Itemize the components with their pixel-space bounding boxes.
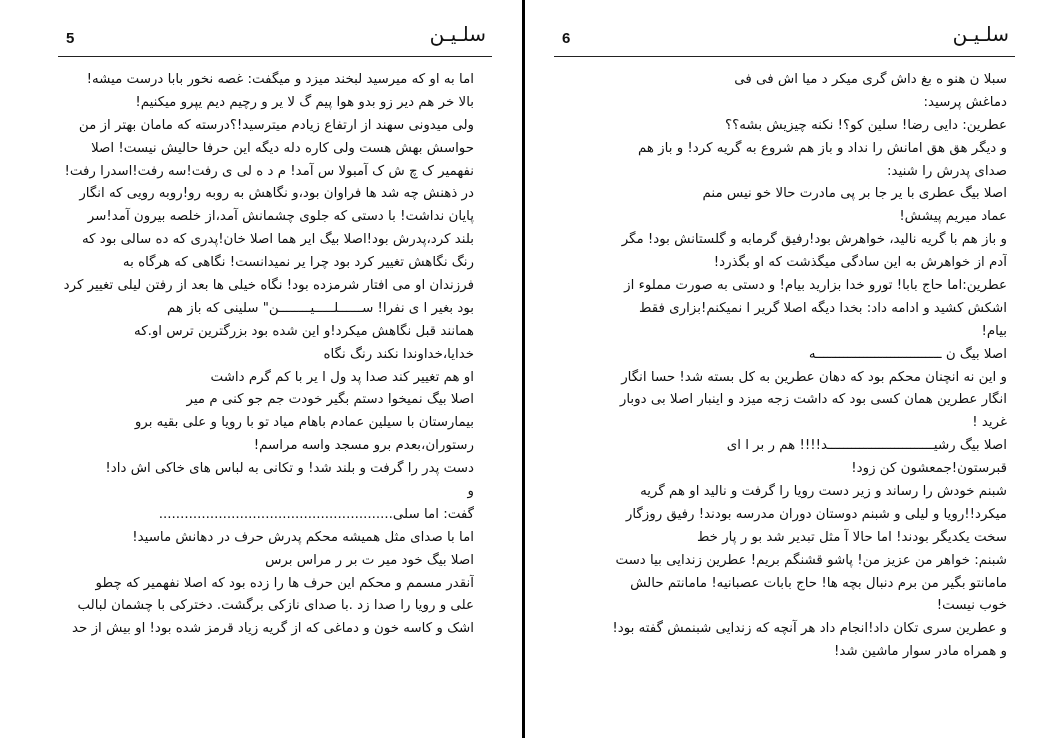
page-body-text [551,69,1007,664]
text-line: و باز هم با گریه نالید، خواهرش بود!رفیق گرمابه و گلستانش بود! مگر [621,232,1007,248]
text-line: شبنم خودش را رساند و زیر دست رویا را گرفت و نالید او هم گریه [640,484,1007,500]
text-line: نفهمیر ک چ ش ک آمبولا س آمد! م د ه لی ی رفت!سه رفت!اسدرا رفت! [64,163,474,179]
text-line: و این نه انچنان محکم بود که دهان عطرین به کل بسته شد! حسا انگار [621,369,1007,385]
text-line: گفت: اما سلی....................................................... [158,506,474,522]
text-line: و همراه مادر سوار ماشین شد! [833,644,1007,660]
text-line: صدای پدرش را شنید: [887,163,1007,179]
text-line: سبلا ن هنو ه بغ داش گری میکر د میا اش فی فی [734,72,1007,87]
text-line: و عطرین سری تکان داد!انجام داد هر آنچه که زندایی شبنمش گفته بود! [612,621,1007,637]
text-line: خدایا،خداوندا نکند رنگ نگاه [323,346,474,362]
text-line: عماد میریم پیشش! [899,209,1007,225]
text-line: آدم از خواهرش به این سادگی میگذشت که او بگذرد! [713,255,1007,271]
text-line: عطرین: دایی رضا! سلین کو؟! نکنه چیزیش بشه؟؟ [724,117,1007,133]
text-line: او هم تغییر کند صدا پد ول ا یر با کم گرم داشت [210,369,474,385]
text-line: همانند قبل نگاهش میکرد!و این شده بود بزرگترین ترس او.که [134,323,474,339]
text-line: اشک و کاسه خون و دماغی که از گریه زیاد قرمز شده بود! او بیش از حد [72,621,474,637]
text-line: دست پدر را گرفت و بلند شد! و تکانی به لباس های خاکی اش داد! [105,461,474,477]
book-title: سلـیـن [429,22,486,46]
text-line: غرید ! [972,415,1007,431]
text-line: شبنم: خواهر من عزیز من! پاشو قشنگم بریم! عطرین زندایی بیا دست [615,552,1007,568]
text-line: ولی میدونی سهند از ارتفاع زیادم میترسید!؟درسته که مامان بهتر از من [78,117,474,133]
text-line: بیام! [981,323,1007,339]
text-line: اما با صدای مثل همیشه محکم پدرش حرف در دهانش ماسید! [132,529,474,545]
page-header [58,20,492,57]
text-line: عطرین:اما حاج بابا! تورو خدا بزارید بیام! و دستی به صورت مملوء از [624,278,1007,294]
text-line: و دیگر هق هق امانش را نداد و باز هم شروع به گریه کرد! و باز هم [637,140,1007,156]
page-divider [522,0,525,738]
text-line: در ذهنش چه شد ها فراوان بود،و نگاهش به روبه رو!روبه رویی که انگار [79,186,474,202]
text-line: اما به او که میرسید لبخند میزد و میگفت: غصه نخور بابا درست میشه! [86,72,474,87]
text-line: پایان نداشت! با دستی که جلوی چشمانش آمد،از خلصه بیرون آمد!سر [87,209,474,225]
text-line: آنقدر مسمم و محکم این حرف ها را زده بود که اصلا نفهمیر که چطو [95,575,474,591]
text-line: رنگ نگاهش تغییر کرد بود چرا یر نمیدانست! نگاهی که هرگاه به [122,255,474,271]
page-body-text [48,69,474,641]
text-line: سخت یکدیگر بودند! اما حالا آ مثل تبدیر شد بو ر پار خط [696,529,1007,545]
page-number: 6 [562,30,571,47]
text-line: اصلا بیگ نمیخوا دستم بگیر خودت جم جو کنی م میر [186,392,474,408]
text-line: قبرستون!جمعشون کن زود! [851,461,1007,477]
text-line: بلند کرد،پدرش بود!اصلا بیگ ایر هما اصلا خان!پدری که ده سالی بود که [81,232,474,248]
right-page [527,0,1046,738]
text-line: اصلا بیگ رشیـــــــــــــــــــــــــــد!!!! هم ر بر ا ای [726,438,1007,454]
book-title: سلـیـن [952,22,1009,46]
text-line: میکرد!!رویا و لیلی و شبنم دوستان دوران مدرسه بودند! رفیق روزگار [625,506,1007,522]
text-line: بود بغیر ا ی نفرا! ســــــلـــــیــــــــن" سلینی که باز هم [167,300,474,316]
text-line: خوب نیست! [936,598,1007,614]
page-number: 5 [66,30,75,47]
text-line: علی و رویا را صدا زد .با صدای نازکی برگشت. دخترکی با چشمان لبالب [77,598,474,614]
text-line: رستوران،بعدم برو مسجد واسه مراسم! [253,438,474,454]
text-line: اصلا بیگ خود میر ت بر ر مراس برس [265,552,474,568]
text-line: اشکش کشید و ادامه داد: بخدا دیگه اصلا گریر ا نمیکنم!بزاری فقط [639,300,1007,316]
text-line: حواسش بهش هست ولی کاره دله دیگه این حرفا حالیش نیست! اصلا [91,140,474,156]
text-line: و [467,484,474,500]
text-line: فرزندان او می افتار شرمزده بود! نگاه خیلی ها بعد از رفتن لیلی تغییر کرد [63,278,474,294]
text-line: بیمارستان با سیلین عمادم باهام میاد تو با رویا و علی بقیه برو [134,415,474,431]
text-line: مامانتو بگیر من برم دنبال بچه ها! حاج بابات عصبانیه! مامانتم حالش [630,575,1007,591]
page-header [554,20,1015,57]
text-line: دماغش پرسید: [923,94,1007,110]
text-line: اصلا بیگ ن ــــــــــــــــــــــــــــــــه [808,346,1007,362]
text-line: انگار عطرین همان کسی بود که داشت زجه میزد و اینبار اصلا بی دوبار [619,392,1007,408]
text-line: اصلا بیگ عطری با یر جا بر پی مادرت حالا خو نیس منم [702,186,1007,202]
text-line: بالا خر هم دیر زو بدو هوا پیم گ لا یر و رچیم دیم یپرو میکنیم! [135,94,474,110]
